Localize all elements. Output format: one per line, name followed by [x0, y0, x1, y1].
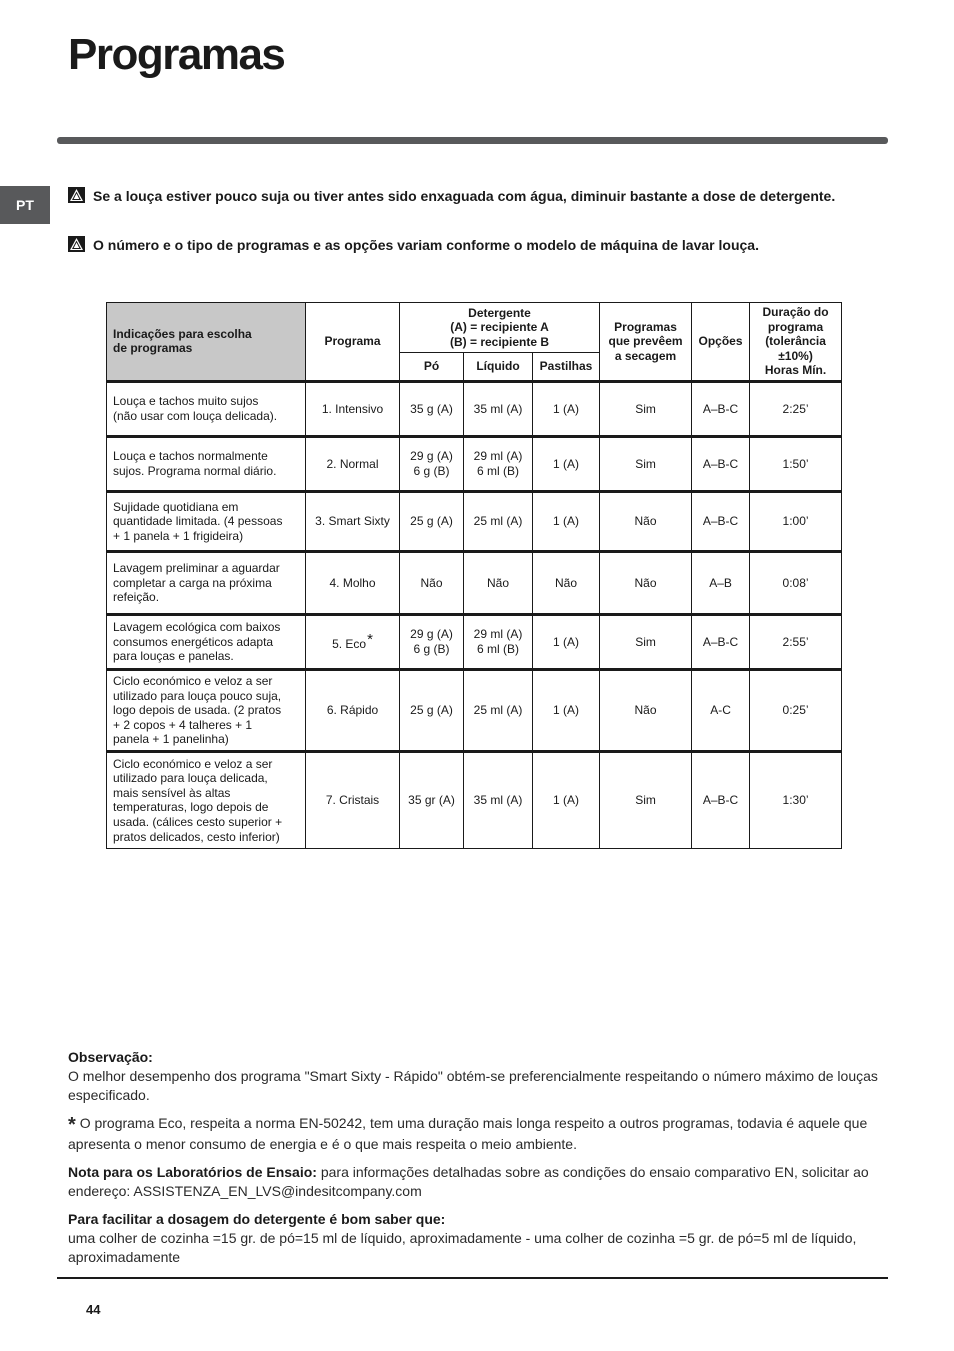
liquid-dose: Não [464, 551, 533, 614]
liquid-dose: 35 ml (A) [464, 381, 533, 436]
tablets-dose: 1 (A) [533, 614, 600, 669]
duration-value: 2:55’ [750, 614, 842, 669]
footer-divider [57, 1277, 888, 1279]
duration-value: 1:50’ [750, 436, 842, 491]
options-value: A–B-C [692, 436, 750, 491]
header-indications: Indicações para escolha de programas [107, 303, 306, 382]
warning-note-1 [68, 187, 868, 206]
program-name: 3. Smart Sixty [306, 491, 400, 551]
eco-asterisk: * [367, 630, 373, 648]
liquid-dose: 29 ml (A) 6 ml (B) [464, 436, 533, 491]
liquid-dose: 25 ml (A) [464, 669, 533, 751]
drying-value: Não [600, 551, 692, 614]
header-powder: Pó [400, 353, 464, 382]
dosage-label: Para facilitar a dosagem do detergente é bom saber que: [68, 1211, 446, 1227]
duration-value: 2:25’ [750, 381, 842, 436]
drying-value: Não [600, 491, 692, 551]
powder-dose: 29 g (A) 6 g (B) [400, 436, 464, 491]
header-duration: Duração do programa (tolerância ±10%) Horas Mín. [750, 303, 842, 382]
drying-value: Não [600, 669, 692, 751]
liquid-dose: 29 ml (A) 6 ml (B) [464, 614, 533, 669]
lab-note [68, 1163, 888, 1201]
dosage-note [68, 1210, 888, 1267]
drying-value: Sim [600, 436, 692, 491]
program-row [107, 491, 842, 551]
drying-value: Sim [600, 614, 692, 669]
drying-value: Sim [600, 751, 692, 848]
program-name: 6. Rápido [306, 669, 400, 751]
observation-note [68, 1048, 888, 1105]
options-value: A–B-C [692, 491, 750, 551]
tablets-dose: Não [533, 551, 600, 614]
lab-text: para informações detalhadas sobre as condições do ensaio comparativo EN, solicitar ao endereço: ASSISTENZA_EN_LVS@indesitcompany.com [68, 1164, 869, 1199]
options-value: A–B-C [692, 614, 750, 669]
options-value: A-C [692, 669, 750, 751]
eco-star: * [68, 1114, 76, 1136]
program-name: 1. Intensivo [306, 381, 400, 436]
drying-value: Sim [600, 381, 692, 436]
program-name: 7. Cristais [306, 751, 400, 848]
header-tablets: Pastilhas [533, 353, 600, 382]
tablets-dose: 1 (A) [533, 381, 600, 436]
warning-text-1: Se a louça estiver pouco suja ou tiver antes sido enxaguada com água, diminuir bastante a dose de detergente. [93, 188, 836, 204]
tablets-dose: 1 (A) [533, 491, 600, 551]
observation-text: O melhor desempenho dos programa "Smart Sixty - Rápido" obtém-se preferencialmente respeitando o número máximo de louças especificado. [68, 1068, 878, 1103]
title-divider [57, 137, 888, 144]
options-value: A–B [692, 551, 750, 614]
page-title: Programas [68, 30, 285, 79]
powder-dose: Não [400, 551, 464, 614]
options-value: A–B-C [692, 751, 750, 848]
powder-dose: 25 g (A) [400, 491, 464, 551]
program-row [107, 751, 842, 848]
program-name: 2. Normal [306, 436, 400, 491]
program-row [107, 551, 842, 614]
warning-triangle-icon [68, 187, 85, 203]
powder-dose: 35 gr (A) [400, 751, 464, 848]
header-program: Programa [306, 303, 400, 382]
program-name: 4. Molho [306, 551, 400, 614]
options-value: A–B-C [692, 381, 750, 436]
program-row [107, 436, 842, 491]
program-row [107, 381, 842, 436]
warning-note-2 [68, 236, 888, 255]
tablets-dose: 1 (A) [533, 751, 600, 848]
language-tab: PT [0, 186, 50, 224]
page-number: 44 [86, 1302, 101, 1317]
program-description: Louça e tachos muito sujos (não usar com louça delicada). [107, 381, 306, 436]
warning-triangle-icon [68, 236, 85, 252]
eco-note [68, 1114, 888, 1154]
warning-text-2: O número e o tipo de programas e as opções variam conforme o modelo de máquina de lavar louça. [93, 237, 759, 253]
program-description: Ciclo económico e veloz a ser utilizado para louça pouco suja, logo depois de usada. (2 pratos + 2 copos + 4 talheres + 1 panela + 1 panelinha) [107, 669, 306, 751]
header-drying: Programas que prevêem a secagem [600, 303, 692, 382]
powder-dose: 35 g (A) [400, 381, 464, 436]
duration-value: 0:25’ [750, 669, 842, 751]
liquid-dose: 25 ml (A) [464, 491, 533, 551]
powder-dose: 25 g (A) [400, 669, 464, 751]
duration-value: 1:00’ [750, 491, 842, 551]
program-description: Sujidade quotidiana em quantidade limitada. (4 pessoas + 1 panela + 1 frigideira) [107, 491, 306, 551]
program-description: Louça e tachos normalmente sujos. Programa normal diário. [107, 436, 306, 491]
program-description: Lavagem ecológica com baixos consumos energéticos adapta para louças e panelas. [107, 614, 306, 669]
header-detergent: Detergente (A) = recipiente A (B) = recipiente B [400, 303, 600, 353]
duration-value: 0:08’ [750, 551, 842, 614]
observation-label: Observação: [68, 1049, 153, 1065]
program-description: Ciclo económico e veloz a ser utilizado para louça delicada, mais sensível às altas temperaturas, logo depois de usada. (cálices cesto superior + pratos delicados, cesto inferior) [107, 751, 306, 848]
header-liquid: Líquido [464, 353, 533, 382]
lab-label: Nota para os Laboratórios de Ensaio: [68, 1164, 317, 1180]
program-row [107, 669, 842, 751]
eco-text: O programa Eco, respeita a norma EN-50242, tem uma duração mais longa respeito a outros programas, todavia é aquele que apresenta o menor consumo de energia e é o que mais respeita o meio ambiente. [68, 1115, 868, 1152]
header-options: Opções [692, 303, 750, 382]
programs-table [106, 302, 842, 849]
notes-section [68, 1048, 888, 1276]
powder-dose: 29 g (A) 6 g (B) [400, 614, 464, 669]
tablets-dose: 1 (A) [533, 669, 600, 751]
tablets-dose: 1 (A) [533, 436, 600, 491]
dosage-text: uma colher de cozinha =15 gr. de pó=15 ml de líquido, aproximadamente - uma colher de cozinha =5 gr. de pó=5 ml de líquido, aproximadamente [68, 1230, 857, 1265]
program-row [107, 614, 842, 669]
program-description: Lavagem preliminar a aguardar completar a carga na próxima refeição. [107, 551, 306, 614]
liquid-dose: 35 ml (A) [464, 751, 533, 848]
program-name: 5. Eco* [306, 614, 400, 669]
duration-value: 1:30’ [750, 751, 842, 848]
